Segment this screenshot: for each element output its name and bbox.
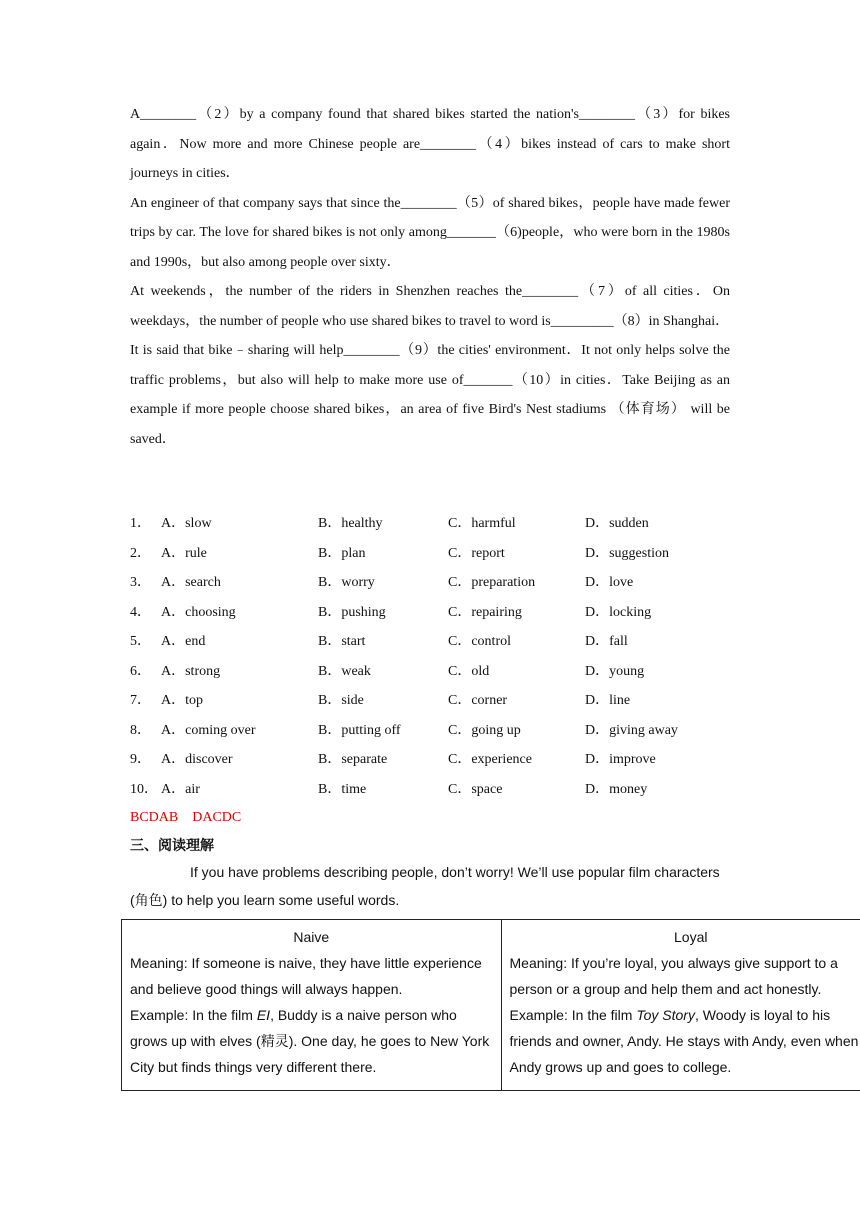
- option-a: A．slow: [161, 516, 212, 531]
- question-number: 10．: [130, 781, 158, 797]
- passage-paragraph: It is said that bike﹣sharing will help________（9）the cities' environment．It not only helps solve the traffic problems，but also will help to make more use of_______（10）in cities．Take Beijing as an example if more people choose shared bikes，an area of five Bird's Nest stadiums （体育场） will be saved．: [130, 343, 730, 447]
- film-title: Toy Story: [636, 1007, 695, 1023]
- question-number: 3．: [130, 575, 151, 590]
- example-suffix: , Buddy is a naive person who grows up with elves (精灵). One day, he goes to New York City but finds things very different there.: [130, 1007, 490, 1075]
- option-a: A．discover: [161, 752, 233, 767]
- vocab-example: [510, 1002, 860, 1080]
- vocab-example: [130, 1002, 493, 1080]
- option-d: D．improve: [585, 752, 656, 767]
- reading-intro: If you have problems describing people, don’t worry! We’ll use popular film characters (角色) to help you learn some useful words.: [130, 864, 720, 908]
- option-a: A．choosing: [161, 604, 236, 620]
- option-d: D．love: [585, 575, 634, 590]
- vocab-meaning: Meaning: If someone is naive, they have little experience and believe good things will always happen.: [130, 955, 482, 997]
- example-prefix: Example: In the film: [509, 1007, 637, 1023]
- option-b: B．pushing: [318, 604, 386, 620]
- option-c: C．harmful: [448, 516, 516, 531]
- option-d: D．giving away: [585, 722, 678, 738]
- film-title: EI: [256, 1007, 271, 1023]
- option-b: B．side: [318, 693, 364, 708]
- option-b: B．plan: [318, 545, 366, 561]
- passage-paragraph: A________（2）by a company found that shared bikes started the nation's________（3）for bikes again．Now more and more Chinese people are________（4）bikes instead of cars to make short journeys in cities．: [130, 107, 730, 181]
- option-c: C．report: [448, 545, 505, 561]
- option-a: A．search: [161, 575, 221, 590]
- vocab-word: Loyal: [674, 929, 708, 945]
- question-options-row: [130, 539, 860, 569]
- option-d: D．locking: [585, 604, 652, 620]
- question-options-row: [130, 568, 860, 598]
- option-b: B．worry: [318, 575, 375, 590]
- option-d: D．fall: [585, 634, 628, 649]
- question-number: 8．: [130, 722, 151, 738]
- question-number: 6．: [130, 663, 151, 679]
- vocab-cell-naive: [122, 920, 502, 1091]
- cloze-passage: [130, 100, 730, 454]
- option-b: B．start: [318, 634, 366, 649]
- table-row: [122, 920, 860, 1091]
- question-options-row: [130, 745, 860, 775]
- option-c: C．old: [448, 663, 490, 679]
- passage-paragraph: At weekends，the number of the riders in Shenzhen reaches the________（7）of all cities．On weekdays，the number of people who use shared bikes to travel to word is_________（8）in Shanghai．: [130, 284, 730, 329]
- example-suffix: , Woody is loyal to his friends and owner, Andy. He stays with Andy, even when Andy grows up and goes to college.: [509, 1007, 859, 1075]
- option-c: C．preparation: [448, 575, 536, 590]
- option-d: D．sudden: [585, 516, 649, 531]
- vocab-word: Naive: [293, 929, 330, 945]
- vocab-meaning: Meaning: If you’re loyal, you always give support to a person or a group and help them and act honestly.: [509, 955, 838, 997]
- question-number: 4．: [130, 604, 151, 620]
- option-b: B．time: [318, 781, 367, 797]
- section-heading: 三、阅读理解: [130, 838, 214, 854]
- passage-paragraph: An engineer of that company says that since the________（5）of shared bikes，people have made fewer trips by car. The love for shared bikes is not only among_______（6)people，who were born in the 1980s and 1990s，but also among people over sixty．: [130, 195, 730, 270]
- example-prefix: Example: In the film: [130, 1007, 257, 1023]
- question-options-row: [130, 775, 860, 805]
- option-c: C．experience: [448, 752, 532, 767]
- option-d: D．suggestion: [585, 545, 669, 561]
- question-options-row: [130, 716, 860, 746]
- option-a: A．strong: [161, 663, 221, 679]
- question-number: 1．: [130, 516, 151, 531]
- question-options-row: [130, 657, 860, 687]
- option-d: D．line: [585, 693, 631, 708]
- question-number: 2．: [130, 545, 151, 561]
- option-b: B．separate: [318, 752, 388, 767]
- vocabulary-table: [121, 919, 860, 1091]
- question-number: 7．: [130, 693, 151, 708]
- option-d: D．young: [585, 663, 645, 679]
- option-a: A．end: [161, 634, 206, 649]
- question-number: 5．: [130, 634, 151, 649]
- option-b: B．healthy: [318, 516, 383, 531]
- option-c: C．corner: [448, 693, 508, 708]
- question-options-row: [130, 509, 860, 539]
- option-c: C．repairing: [448, 604, 522, 620]
- option-b: B．weak: [318, 663, 371, 679]
- vocab-cell-loyal: [501, 920, 860, 1091]
- question-number: 9．: [130, 752, 151, 767]
- answer-key: BCDAB DACDC: [130, 810, 242, 825]
- answer-options-list: [130, 509, 860, 804]
- option-a: A．top: [161, 693, 203, 708]
- option-c: C．control: [448, 634, 511, 649]
- option-a: A．coming over: [161, 722, 256, 738]
- question-options-row: [130, 627, 860, 657]
- option-d: D．money: [585, 781, 648, 797]
- option-b: B．putting off: [318, 722, 401, 738]
- question-options-row: [130, 598, 860, 628]
- option-c: C．going up: [448, 722, 521, 738]
- option-c: C．space: [448, 781, 503, 797]
- question-options-row: [130, 686, 860, 716]
- option-a: A．rule: [161, 545, 207, 561]
- option-a: A．air: [161, 781, 200, 797]
